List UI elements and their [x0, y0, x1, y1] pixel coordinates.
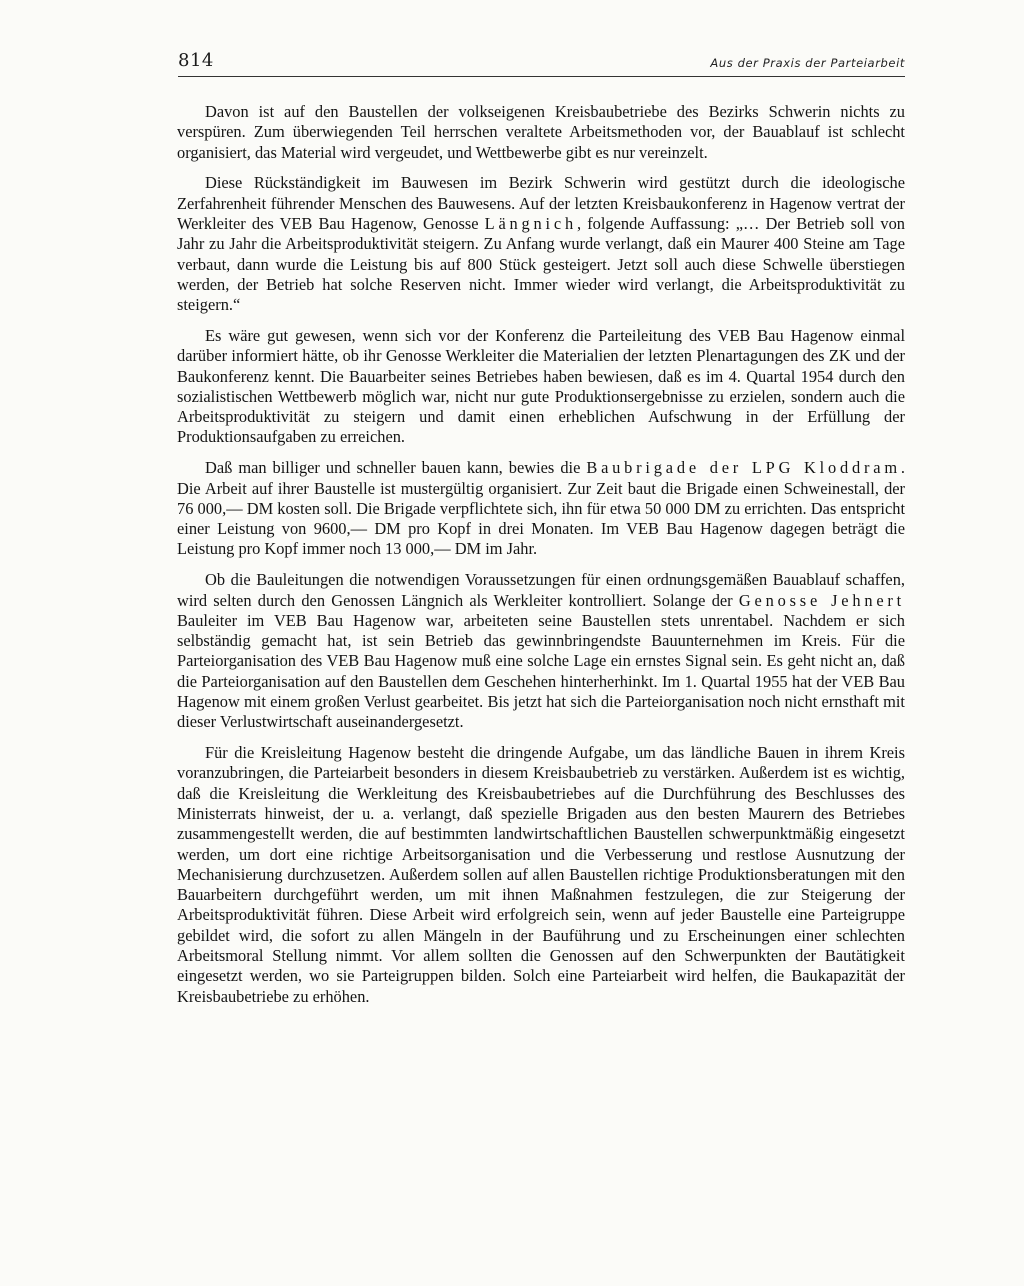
paragraph-2: [177, 173, 905, 315]
spaced-name: Genosse Jehnert: [738, 590, 906, 610]
spaced-name: Baubrigade der LPG Kloddram: [586, 458, 901, 478]
paragraph-5: [177, 570, 905, 732]
paragraph-1: Davon ist auf den Baustellen der volkseigenen Kreisbaubetriebe des Bezirks Schwerin nichts zu verspüren. Zum überwiegenden Teil herrschen veraltete Arbeitsmethoden vor, der Bauablauf ist schlecht organisiert, das Material wird vergeudet, und Wettbewerbe gibt es nur vereinzelt.: [177, 102, 905, 162]
paragraph-text: . Die Arbeit auf ihrer Baustelle ist mustergültig organisiert. Zur Zeit baut die Brigade einen Schweinestall, der 76 000,— DM kosten soll. Die Brigade verpflichtete sich, ihn für etwa 50 000 DM zu errichten. Das entspricht einer Leistung von 9600,— DM pro Kopf in drei Monaten. Im VEB Bau Hagenow dagegen beträgt die Leistung pro Kopf immer noch 13 000,— DM im Jahr.: [177, 458, 906, 559]
paragraph-6: Für die Kreisleitung Hagenow besteht die dringende Aufgabe, um das ländliche Bauen in ihrem Kreis voranzubringen, die Parteiarbeit besonders in diesem Kreisbaubetrieb zu verstärken. Außerdem ist es wichtig, daß die Kreisleitung die Werkleitung des Kreisbaubetriebes auf die Durchführung des Beschlusses des Ministerrats hinweist, der u. a. verlangt, daß spezielle Brigaden aus den besten Maurern des Betriebes zusammengestellt werden, die auf bestimmten landwirtschaftlichen Baustellen schwerpunktmäßig eingesetzt werden, um dort eine richtige Arbeitsorganisation und die Verbesserung und restlose Ausnutzung der Mechanisierung durchzusetzen. Außerdem sollen auf allen Baustellen richtige Produktionsberatungen mit den Bauarbeitern durchgeführt werden, um mit ihnen Maßnahmen festzulegen, die zur Steigerung der Arbeitsproduktivität führen. Diese Arbeit wird erfolgreich sein, wenn auf jeder Baustelle eine Parteigruppe gebildet wird, die sofort zu allen Mängeln in der Bauführung und zu Erscheinungen einer schlechten Arbeitsmoral Stellung nimmt. Vor allem sollten die Genossen auf den Schwerpunkten der Bautätigkeit eingesetzt werden, wo sie Parteigruppen bilden. Solch eine Parteiarbeit wird helfen, die Baukapazität der Kreisbaubetriebe zu erhöhen.: [177, 743, 905, 1006]
running-head: Aus der Praxis der Parteiarbeit: [710, 56, 905, 70]
paragraph-4: [177, 458, 905, 559]
paragraph-text: , folgende Auffassung: „… Der Betrieb soll von Jahr zu Jahr die Arbeitsproduktivität steigern. Zu Anfang wurde verlangt, daß ein Maurer 400 Steine am Tage verbaut, dann wurde die Leistung bis auf 800 Stück gesteigert. Jetzt soll auch diese Schwelle überstiegen werden, der Betrieb hat solche Reserven nicht. Immer wieder wird verlangt, die Arbeitsproduktivität zu steigern.“: [177, 213, 905, 315]
paragraph-3: Es wäre gut gewesen, wenn sich vor der Konferenz die Parteileitung des VEB Bau Hagenow einmal darüber informiert hätte, ob ihr Genosse Werkleiter die Materialien der letzten Plenartagungen des ZK und der Baukonferenz kennt. Die Bauarbeiter seines Betriebes haben bewiesen, daß es im 4. Quartal 1954 durch den sozialistischen Wettbewerb möglich war, nicht nur gute Produktionsergebnisse zu erzielen, sondern auch die Arbeitsproduktivität zu steigern und damit einen erheblichen Aufschwung in der Erfüllung der Produktionsaufgaben zu erreichen.: [177, 325, 905, 447]
paragraph-text: Ob die Bauleitungen die notwendigen Voraussetzungen für einen ordnungsgemäßen Bauablauf schaffen, wird selten durch den Genossen Längnich als Werkleiter kontrolliert. Solange der: [177, 570, 905, 610]
paragraph-text: Bauleiter im VEB Bau Hagenow war, arbeiteten seine Baustellen stets unrentabel. Nachdem er sich selbständig gemacht hat, ist sein Betrieb das gewinnbringendste Bauunternehmen im Kreis. Für die Parteiorganisation des VEB Bau Hagenow muß eine solche Lage ein ernstes Signal sein. Es geht nicht an, daß die Parteiorganisation auf den Baustellen dem Geschehen hinterherhinkt. Im 1. Quartal 1955 hat der VEB Bau Hagenow mit einem großen Verlust gearbeitet. Bis jetzt hat sich die Parteiorganisation noch nicht ernsthaft mit dieser Verlustwirtschaft auseinandergesetzt.: [177, 610, 905, 732]
paragraph-text: Daß man billiger und schneller bauen kann, bewies die: [205, 458, 587, 478]
page-number: 814: [178, 50, 214, 71]
article-body: [177, 102, 905, 1017]
spaced-name: Längnich: [484, 213, 577, 233]
page-header: [178, 50, 905, 77]
paragraph-text: Diese Rückständigkeit im Bauwesen im Bezirk Schwerin wird gestützt durch die ideologische Zerfahrenheit führender Menschen des Bauwesens. Auf der letzten Kreisbaukonferenz in Hagenow vertrat der Werkleiter des VEB Bau Hagenow, Genosse: [177, 173, 905, 233]
